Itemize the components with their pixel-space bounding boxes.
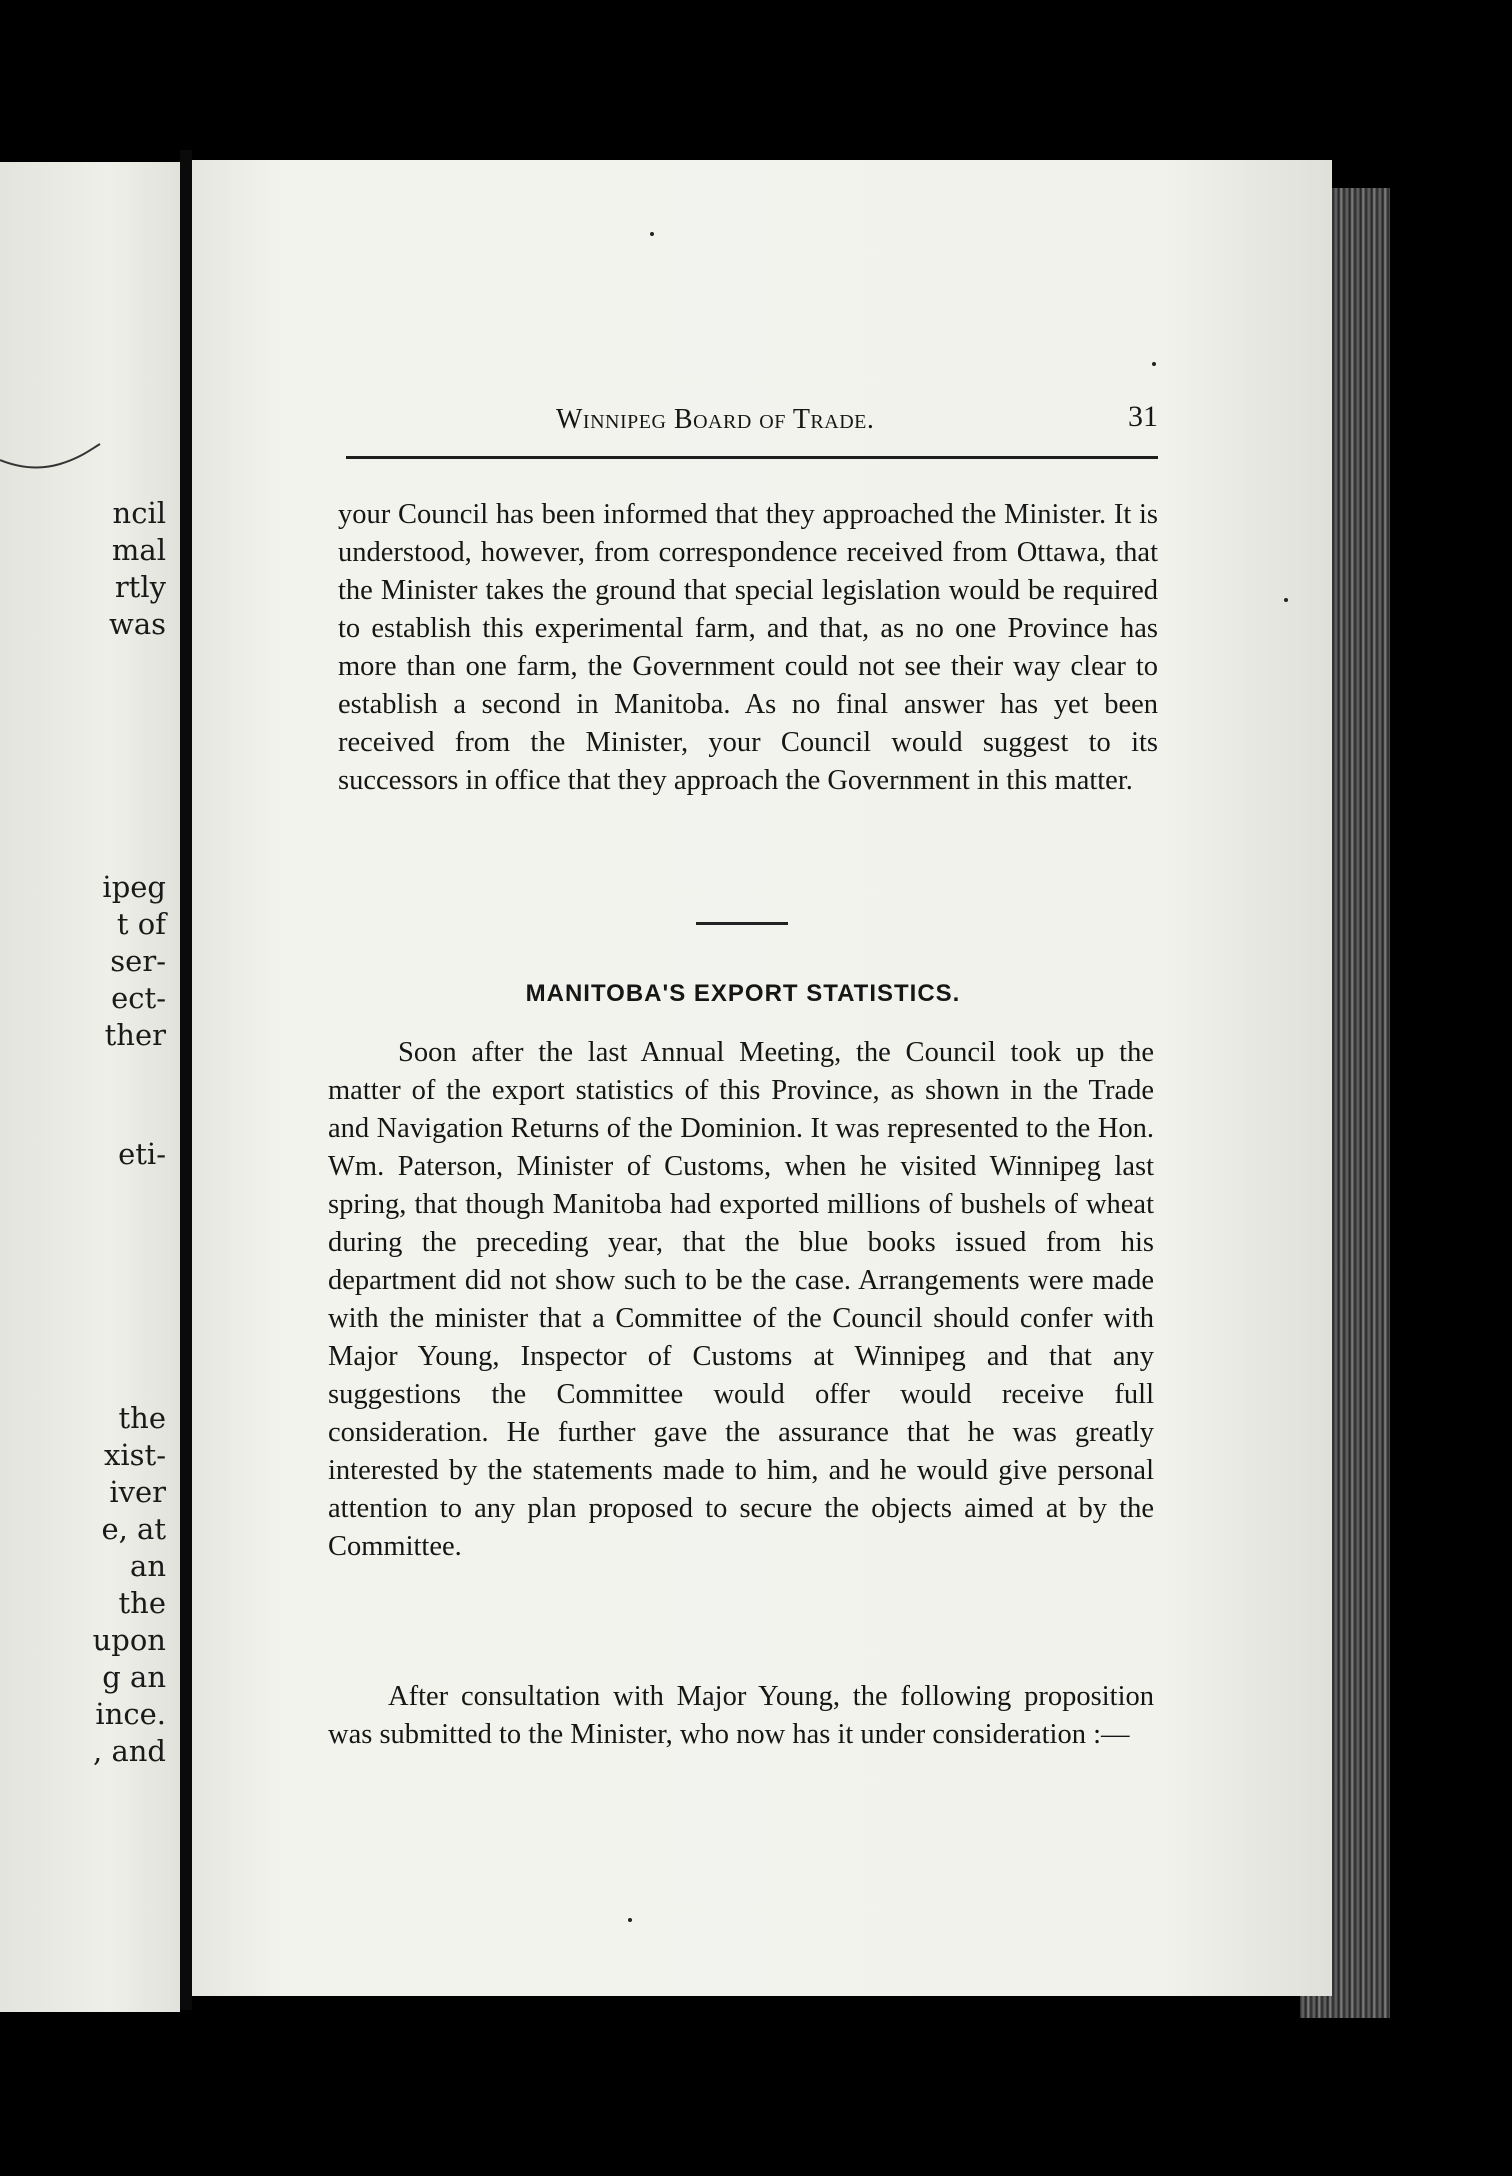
scan-speck	[650, 232, 654, 236]
left-text-fragment: mal	[111, 533, 166, 567]
header-rule	[346, 456, 1158, 459]
left-text-fragment: ncil	[112, 496, 166, 530]
left-text-fragment: ince.	[95, 1697, 166, 1731]
facing-page-fragment	[0, 162, 180, 2012]
page-number: 31	[1128, 400, 1158, 433]
scan-speck	[1152, 362, 1156, 366]
left-text-fragment: an	[130, 1549, 166, 1583]
left-text-fragment: xist-	[104, 1438, 166, 1472]
left-text-fragment: t of	[116, 907, 166, 941]
body-paragraph: After consultation with Major Young, the following proposition was submitted to the Minister, who now has it under consideration :—	[328, 1681, 1154, 1750]
section-separator	[696, 922, 788, 925]
body-paragraph: your Council has been informed that they approached the Minister. It is understood, however, from correspondence received from Ottawa, that the Minister takes the ground that special legislation would be required to establish this experimental farm, and that, as no one Province has more than one farm, the Government could not see their way clear to establish a second in Manitoba. As no final answer has yet been received from the Minister, your Council would suggest to its successors in office that they approach the Government in this matter.	[338, 499, 1158, 796]
left-text-fragment: rtly	[114, 570, 166, 604]
left-text-fragment: ther	[104, 1018, 166, 1052]
left-text-fragment: was	[109, 607, 166, 641]
page-content	[328, 400, 1158, 1750]
ink-flourish	[0, 440, 110, 480]
scan-speck	[628, 1918, 632, 1922]
left-text-fragment: , and	[93, 1734, 166, 1768]
running-title: Winnipeg Board of Trade.	[556, 404, 875, 435]
left-text-fragment: ipeg	[102, 870, 166, 904]
running-head	[328, 400, 1158, 444]
left-text-fragment: upon	[92, 1623, 166, 1657]
left-text-fragment: ser-	[110, 944, 166, 978]
left-text-fragment: eti-	[118, 1137, 166, 1171]
left-text-fragment: iver	[109, 1475, 166, 1509]
section-heading: MANITOBA'S EXPORT STATISTICS.	[525, 980, 961, 1007]
left-text-fragment: the	[118, 1401, 166, 1435]
left-text-fragment: e, at	[101, 1512, 166, 1546]
book-gutter	[180, 150, 192, 2010]
left-text-fragment: the	[118, 1586, 166, 1620]
left-text-fragment: ect-	[111, 981, 166, 1015]
left-text-fragment: g an	[102, 1660, 166, 1694]
scan-speck	[1284, 598, 1288, 602]
body-paragraph: Soon after the last Annual Meeting, the Council took up the matter of the export statistics of this Province, as shown in the Trade and Navigation Returns of the Dominion. It was represented to the Hon. Wm. Paterson, Minister of Customs, when he visited Winnipeg last spring, that though Manitoba had exported millions of bushels of wheat during the preceding year, that the blue books issued from his department did not show such to be the case. Arrangements were made with the minister that a Committee of the Council should confer with Major Young, Inspector of Customs at Winnipeg and that any suggestions the Committee would offer would receive full consideration. He further gave the assurance that he was greatly interested by the statements made to him, and he would give personal attention to any plan proposed to secure the objects aimed at by the Committee.	[328, 1037, 1154, 1562]
